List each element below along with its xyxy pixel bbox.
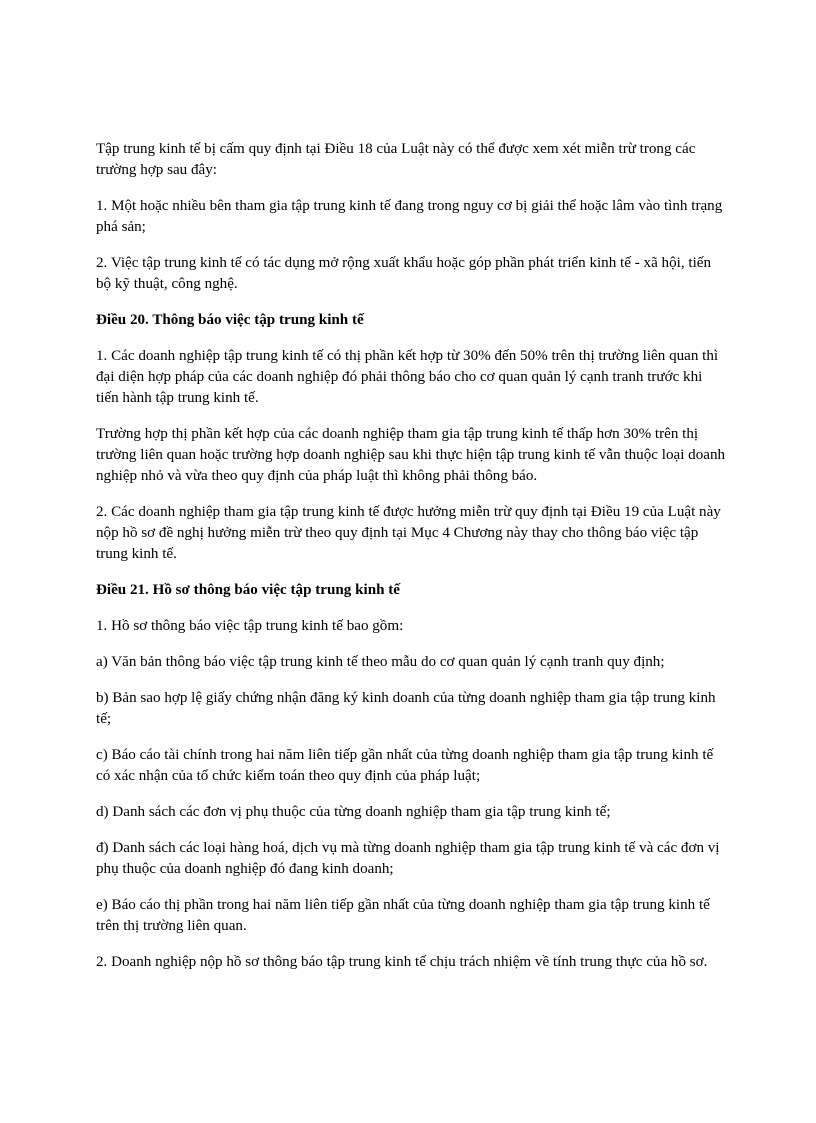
article-20-paragraph: 1. Các doanh nghiệp tập trung kinh tế có thị phần kết hợp từ 30% đến 50% trên thị trường liên quan thì đại diện hợp pháp của các doanh nghiệp đó phải thông báo cho cơ quan quản lý cạnh tranh trước khi tiến hành tập trung kinh tế. — [96, 348, 719, 406]
intro-item-1: 1. Một hoặc nhiều bên tham gia tập trung kinh tế đang trong nguy cơ bị giải thể hoặc lâm vào tình trạng phá sản; — [96, 198, 723, 235]
article-21-paragraph: 2. Doanh nghiệp nộp hồ sơ thông báo tập trung kinh tế chịu trách nhiệm về tính trung thực của hồ sơ. — [96, 954, 708, 970]
intro-paragraph: Tập trung kinh tế bị cấm quy định tại Điều 18 của Luật này có thể được xem xét miễn trừ trong các trường hợp sau đây: — [96, 141, 696, 178]
document-page — [96, 139, 726, 988]
article-20-heading: Điều 20. Thông báo việc tập trung kinh tế — [96, 312, 364, 328]
article-21-paragraph: 1. Hồ sơ thông báo việc tập trung kinh tế bao gồm: — [96, 618, 404, 634]
article-21-item-e: e) Báo cáo thị phần trong hai năm liên tiếp gần nhất của từng doanh nghiệp tham gia tập trung kinh tế trên thị trường liên quan. — [96, 897, 710, 934]
article-21-item-d: d) Danh sách các đơn vị phụ thuộc của từng doanh nghiệp tham gia tập trung kinh tế; — [96, 804, 611, 820]
article-21-item-c: c) Báo cáo tài chính trong hai năm liên tiếp gần nhất của từng doanh nghiệp tham gia tập trung kinh tế có xác nhận của tổ chức kiểm toán theo quy định của pháp luật; — [96, 747, 714, 784]
article-21-item-b: b) Bản sao hợp lệ giấy chứng nhận đăng ký kinh doanh của từng doanh nghiệp tham gia tập trung kinh tế; — [96, 690, 716, 727]
article-21-heading: Điều 21. Hồ sơ thông báo việc tập trung kinh tế — [96, 582, 400, 598]
article-20-paragraph: 2. Các doanh nghiệp tham gia tập trung kinh tế được hưởng miễn trừ quy định tại Điều 19 của Luật này nộp hồ sơ đề nghị hưởng miễn trừ theo quy định tại Mục 4 Chương này thay cho thông báo việc tập trung kinh tế. — [96, 504, 721, 562]
article-20-paragraph: Trường hợp thị phần kết hợp của các doanh nghiệp tham gia tập trung kinh tế thấp hơn 30% trên thị trường liên quan hoặc trường hợp doanh nghiệp sau khi thực hiện tập trung kinh tế vẫn thuộc loại doanh nghiệp nhỏ và vừa theo quy định của pháp luật thì không phải thông báo. — [96, 426, 726, 484]
article-21-item-a: a) Văn bản thông báo việc tập trung kinh tế theo mẫu do cơ quan quản lý cạnh tranh quy định; — [96, 654, 665, 670]
intro-item-2: 2. Việc tập trung kinh tế có tác dụng mở rộng xuất khẩu hoặc góp phần phát triển kinh tế - xã hội, tiến bộ kỹ thuật, công nghệ. — [96, 255, 712, 292]
article-21-item-dd: đ) Danh sách các loại hàng hoá, dịch vụ mà từng doanh nghiệp tham gia tập trung kinh tế và các đơn vị phụ thuộc của doanh nghiệp đó đang kinh doanh; — [96, 840, 720, 877]
